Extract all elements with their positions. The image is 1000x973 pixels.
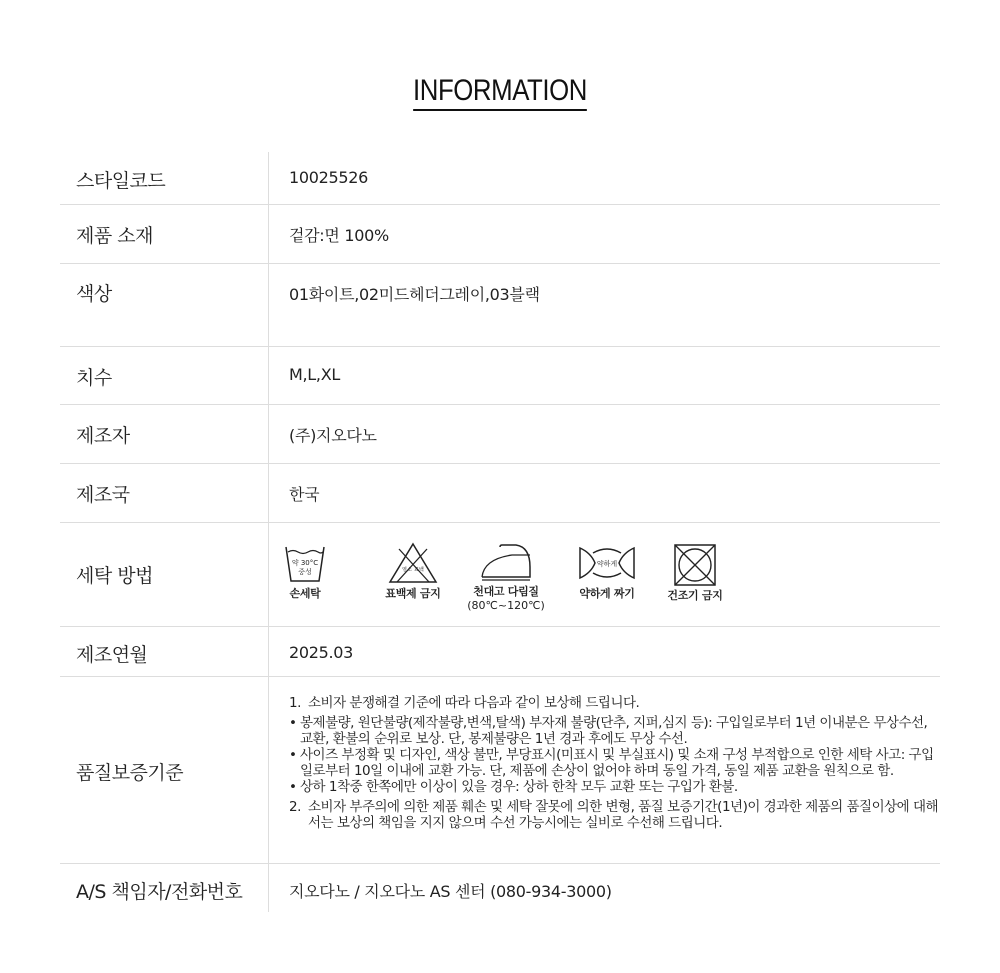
page-title: INFORMATION	[70, 74, 930, 111]
no-tumble-dry-icon	[673, 543, 717, 587]
label-washing: 세탁 방법	[76, 565, 153, 587]
quality-item-1: 1. 소비자 분쟁해결 기준에 따라 다음과 같이 보상해 드립니다.	[289, 695, 640, 711]
label-quality: 품질보증기준	[76, 762, 184, 784]
label-country: 제조국	[76, 484, 130, 506]
caption-no-tumble-dry: 건조기 금지	[667, 589, 723, 602]
value-as-contact: 지오다노 / 지오다노 AS 센터 (080-934-3000)	[289, 882, 612, 901]
svg-text:중성: 중성	[298, 568, 312, 576]
caption-hand-wash: 손세탁	[289, 587, 321, 600]
row-material	[60, 205, 940, 264]
value-style-code: 10025526	[289, 168, 369, 187]
value-material: 겉감:면 100%	[289, 226, 389, 245]
label-manufacturer: 제조자	[76, 425, 130, 447]
label-as-contact: A/S 책임자/전화번호	[76, 881, 243, 903]
value-date: 2025.03	[289, 643, 354, 662]
svg-text:약하게: 약하게	[596, 560, 618, 568]
caption-no-bleach: 표백제 금지	[385, 587, 441, 600]
quality-guarantee-text	[289, 695, 939, 831]
row-as-contact	[60, 864, 940, 912]
hand-wash-icon	[283, 543, 327, 585]
label-size: 치수	[76, 367, 112, 389]
svg-text:염소: 염소	[402, 567, 412, 573]
product-information-table	[60, 152, 940, 912]
caption-gentle-wring: 약하게 짜기	[579, 587, 635, 600]
care-no-bleach	[373, 541, 453, 601]
row-quality	[60, 677, 940, 864]
row-style-code	[60, 152, 940, 205]
gentle-wring-icon	[577, 543, 637, 583]
caption-iron-temp: (80℃~120℃)	[467, 599, 545, 612]
iron-icon	[478, 541, 534, 583]
quality-bullet-3: • 상하 1착중 한쪽에만 이상이 있을 경우: 상하 한착 모두 교환 또는 구입가 환불.	[289, 779, 939, 795]
label-color: 색상	[76, 283, 112, 305]
row-washing	[60, 523, 940, 627]
row-size	[60, 347, 940, 405]
care-iron	[466, 541, 546, 612]
care-gentle-wring	[567, 543, 647, 601]
caption-iron: 천대고 다림질	[473, 585, 539, 598]
row-color	[60, 264, 940, 347]
label-material: 제품 소재	[76, 225, 153, 247]
label-style-code: 스타일코드	[76, 170, 166, 192]
no-bleach-icon	[387, 541, 439, 585]
svg-text:표백: 표백	[414, 567, 424, 573]
label-date: 제조연월	[76, 644, 148, 666]
row-manufacturer	[60, 405, 940, 464]
value-country: 한국	[289, 485, 320, 504]
value-manufacturer: (주)지오다노	[289, 426, 377, 445]
value-size: M,L,XL	[289, 365, 340, 384]
care-hand-wash	[265, 543, 345, 601]
quality-bullet-2: • 사이즈 부정확 및 디자인, 색상 불만, 부당표시(미표시 및 부실표시) 및 소재 구성 부적합으로 인한 세탁 사고: 구입일로부터 10일 이내에 교환 가능. 단, 제품에 손상이 없어야 하며 동일 가격, 동일 제품 교환을 원칙으로 함.	[289, 747, 939, 779]
svg-text:약 30°C: 약 30°C	[291, 559, 319, 567]
care-no-tumble-dry	[655, 543, 735, 603]
value-color: 01화이트,02미드헤더그레이,03블랙	[289, 285, 540, 304]
quality-item-2: 2. 소비자 부주의에 의한 제품 훼손 및 세탁 잘못에 의한 변형, 품질 보증기간(1년)이 경과한 제품의 품질이상에 대해서는 보상의 책임을 지지 않으며 수선 가능시에는 실비로 수선해 드립니다.	[289, 799, 939, 831]
row-country	[60, 464, 940, 523]
row-date	[60, 627, 940, 677]
quality-bullet-1: • 봉제불량, 원단불량(제작불량,변색,탈색) 부자재 불량(단추, 지퍼,심지 등): 구입일로부터 1년 이내분은 무상수선, 교환, 환불의 순위로 보상. 단, 봉제불량은 1년 경과 후에도 무상 수선.	[289, 715, 939, 747]
